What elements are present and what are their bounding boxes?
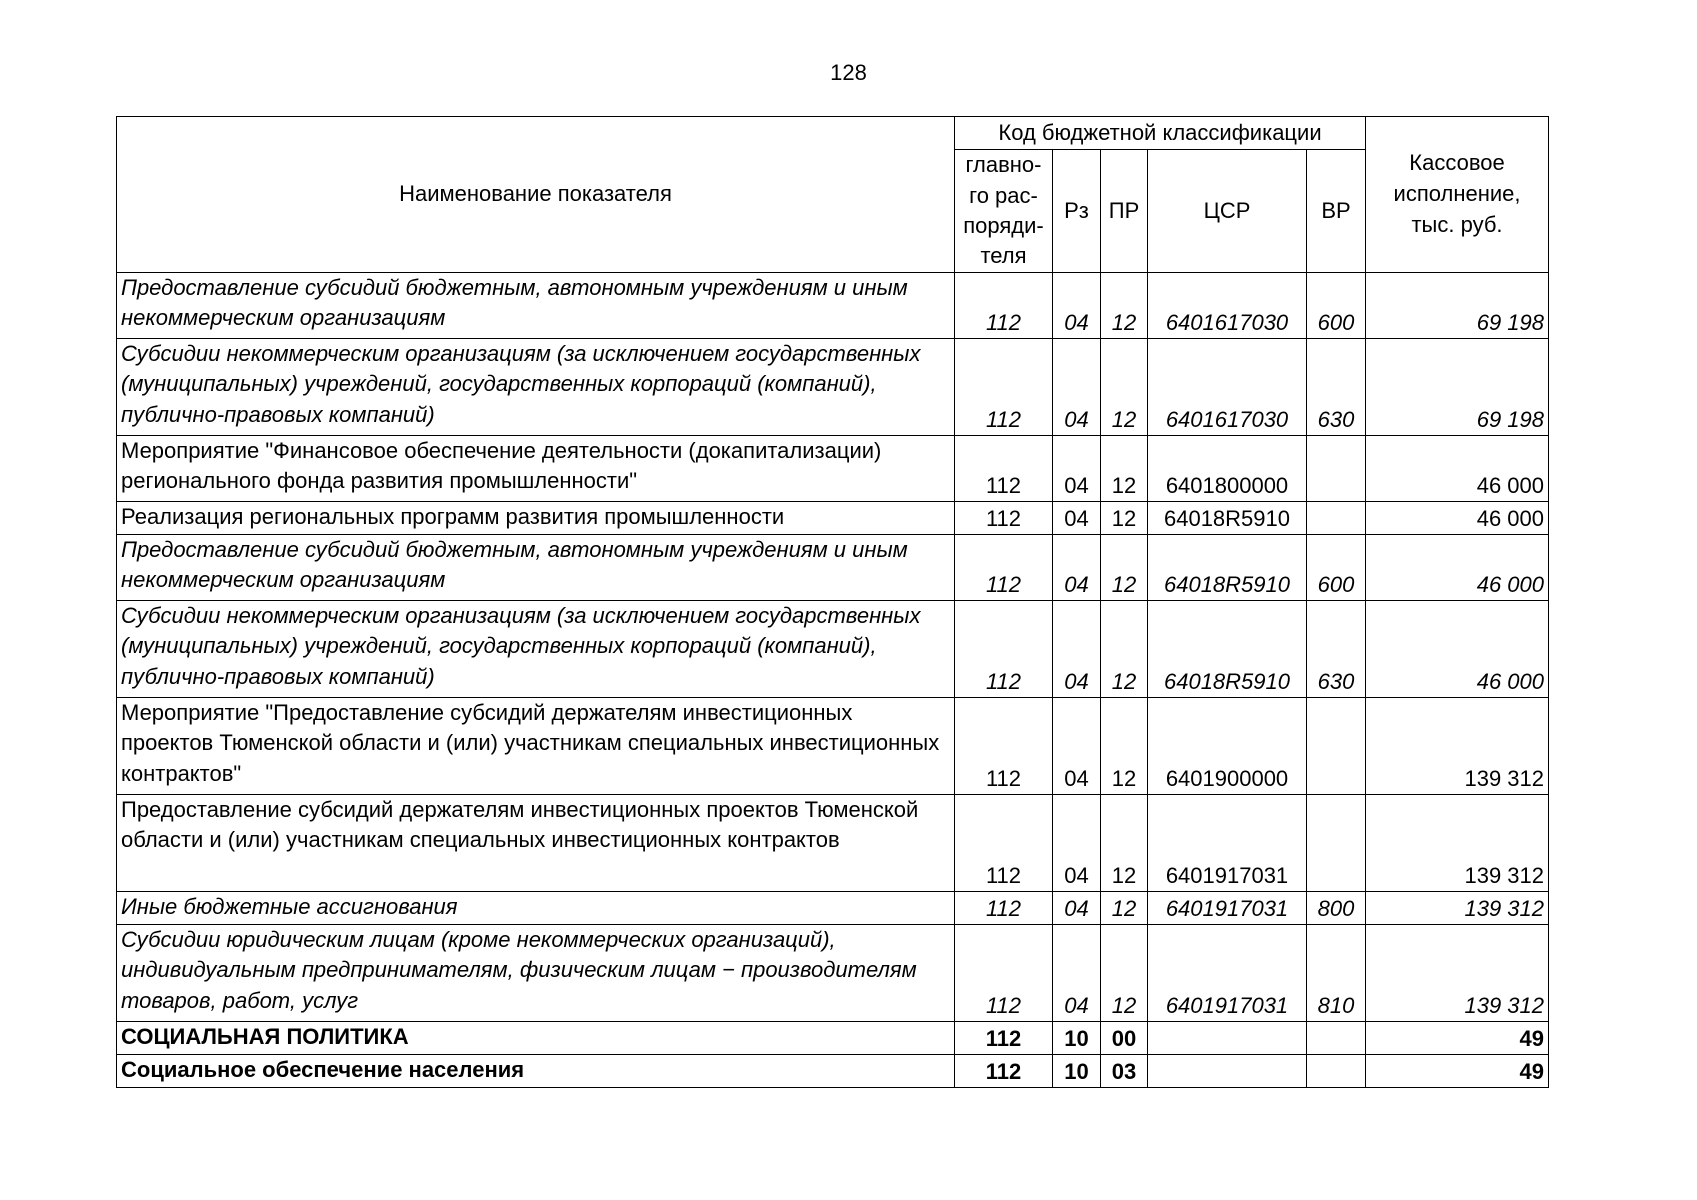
row-glav: 112	[955, 273, 1053, 339]
row-vr	[1307, 1022, 1366, 1055]
row-csr: 6401617030	[1148, 273, 1307, 339]
row-rz: 04	[1053, 436, 1101, 502]
row-sum: 139 312	[1366, 795, 1549, 892]
table-row	[117, 436, 1549, 502]
header-glav-line: поряди-	[963, 213, 1044, 238]
row-vr: 800	[1307, 892, 1366, 925]
row-csr: 6401917031	[1148, 925, 1307, 1022]
row-pr: 12	[1101, 795, 1148, 892]
row-glav: 112	[955, 535, 1053, 601]
row-csr: 64018R5910	[1148, 502, 1307, 535]
row-rz: 10	[1053, 1022, 1101, 1055]
row-name: Социальное обеспечение населения	[117, 1055, 955, 1088]
row-sum: 46 000	[1366, 601, 1549, 698]
row-vr	[1307, 436, 1366, 502]
table-row	[117, 1055, 1549, 1088]
row-glav: 112	[955, 436, 1053, 502]
table-body	[117, 273, 1549, 1088]
header-glav-line: теля	[980, 243, 1027, 269]
header-glav-line: го рас-	[969, 182, 1038, 208]
row-vr: 600	[1307, 273, 1366, 339]
row-pr: 12	[1101, 601, 1148, 698]
table-header	[117, 117, 1549, 273]
row-glav: 112	[955, 1022, 1053, 1055]
row-pr: 12	[1101, 273, 1148, 339]
row-vr: 630	[1307, 601, 1366, 698]
row-pr: 00	[1101, 1022, 1148, 1055]
row-csr: 6401800000	[1148, 436, 1307, 502]
row-vr	[1307, 1055, 1366, 1088]
header-kassa-line: исполнение,	[1393, 181, 1521, 207]
row-glav: 112	[955, 925, 1053, 1022]
row-sum: 46 000	[1366, 535, 1549, 601]
header-rz: Рз	[1053, 150, 1101, 273]
budget-table	[116, 116, 1549, 1088]
row-name: Предоставление субсидий держателям инвестиционных проектов Тюменской области и (или) участникам специальных инвестиционных контрактов	[117, 795, 955, 892]
page-number: 128	[830, 60, 867, 85]
row-glav: 112	[955, 1055, 1053, 1088]
header-code-group: Код бюджетной классификации	[955, 117, 1366, 150]
row-vr: 600	[1307, 535, 1366, 601]
row-name: Мероприятие "Предоставление субсидий держателям инвестиционных проектов Тюменской области и (или) участникам специальных инвестиционных контрактов"	[117, 698, 955, 795]
row-sum: 46 000	[1366, 502, 1549, 535]
row-csr: 6401917031	[1148, 795, 1307, 892]
row-pr: 12	[1101, 925, 1148, 1022]
row-sum: 139 312	[1366, 698, 1549, 795]
row-csr: 64018R5910	[1148, 601, 1307, 698]
row-sum: 49	[1366, 1055, 1549, 1088]
row-pr: 12	[1101, 502, 1148, 535]
table-row	[117, 795, 1549, 892]
header-csr: ЦСР	[1148, 150, 1307, 273]
header-name: Наименование показателя	[117, 117, 955, 273]
header-vr: ВР	[1307, 150, 1366, 273]
header-kassa-line: Кассовое	[1409, 150, 1505, 176]
row-pr: 12	[1101, 339, 1148, 436]
row-name: Предоставление субсидий бюджетным, автономным учреждениям и иным некоммерческим организациям	[117, 273, 955, 339]
row-pr: 12	[1101, 436, 1148, 502]
row-glav: 112	[955, 795, 1053, 892]
row-sum: 69 198	[1366, 339, 1549, 436]
row-csr	[1148, 1022, 1307, 1055]
table-row	[117, 273, 1549, 339]
table-row	[117, 892, 1549, 925]
row-vr: 630	[1307, 339, 1366, 436]
row-rz: 10	[1053, 1055, 1101, 1088]
header-row-top	[117, 117, 1549, 150]
row-rz: 04	[1053, 925, 1101, 1022]
row-rz: 04	[1053, 535, 1101, 601]
row-rz: 04	[1053, 698, 1101, 795]
row-vr	[1307, 502, 1366, 535]
header-pr: ПР	[1101, 150, 1148, 273]
row-glav: 112	[955, 892, 1053, 925]
row-name: Мероприятие "Финансовое обеспечение деятельности (докапитализации) регионального фонда развития промышленности"	[117, 436, 955, 502]
row-sum: 49	[1366, 1022, 1549, 1055]
row-name: Субсидии некоммерческим организациям (за исключением государственных (муниципальных) учреждений, государственных корпораций (компаний), публично-правовых компаний)	[117, 601, 955, 698]
row-glav: 112	[955, 339, 1053, 436]
row-rz: 04	[1053, 502, 1101, 535]
row-rz: 04	[1053, 892, 1101, 925]
table-row	[117, 1022, 1549, 1055]
row-csr: 6401617030	[1148, 339, 1307, 436]
table-row	[117, 925, 1549, 1022]
table-row	[117, 502, 1549, 535]
row-name: СОЦИАЛЬНАЯ ПОЛИТИКА	[117, 1022, 955, 1055]
row-csr: 6401900000	[1148, 698, 1307, 795]
table-row	[117, 601, 1549, 698]
row-pr: 12	[1101, 698, 1148, 795]
header-kassa	[1366, 117, 1549, 273]
row-rz: 04	[1053, 273, 1101, 339]
row-rz: 04	[1053, 601, 1101, 698]
row-sum: 46 000	[1366, 436, 1549, 502]
row-name: Предоставление субсидий бюджетным, автономным учреждениям и иным некоммерческим организациям	[117, 535, 955, 601]
row-csr	[1148, 1055, 1307, 1088]
row-sum: 69 198	[1366, 273, 1549, 339]
row-sum: 139 312	[1366, 925, 1549, 1022]
header-glav	[955, 150, 1053, 273]
header-kassa-line: тыс. руб.	[1411, 211, 1503, 237]
row-name: Субсидии юридическим лицам (кроме некоммерческих организаций), индивидуальным предпринимателям, физическим лицам − производителям товаров, работ, услуг	[117, 925, 955, 1022]
row-pr: 03	[1101, 1055, 1148, 1088]
row-csr: 6401917031	[1148, 892, 1307, 925]
table-row	[117, 535, 1549, 601]
row-vr	[1307, 795, 1366, 892]
row-glav: 112	[955, 502, 1053, 535]
row-glav: 112	[955, 601, 1053, 698]
row-rz: 04	[1053, 795, 1101, 892]
table-row	[117, 698, 1549, 795]
row-vr	[1307, 698, 1366, 795]
row-name: Реализация региональных программ развития промышленности	[117, 502, 955, 535]
row-name: Иные бюджетные ассигнования	[117, 892, 955, 925]
row-rz: 04	[1053, 339, 1101, 436]
row-glav: 112	[955, 698, 1053, 795]
table-row	[117, 339, 1549, 436]
row-sum: 139 312	[1366, 892, 1549, 925]
header-glav-line: главно-	[965, 152, 1042, 178]
row-pr: 12	[1101, 892, 1148, 925]
row-csr: 64018R5910	[1148, 535, 1307, 601]
row-vr: 810	[1307, 925, 1366, 1022]
row-name: Субсидии некоммерческим организациям (за исключением государственных (муниципальных) учреждений, государственных корпораций (компаний), публично-правовых компаний)	[117, 339, 955, 436]
row-pr: 12	[1101, 535, 1148, 601]
